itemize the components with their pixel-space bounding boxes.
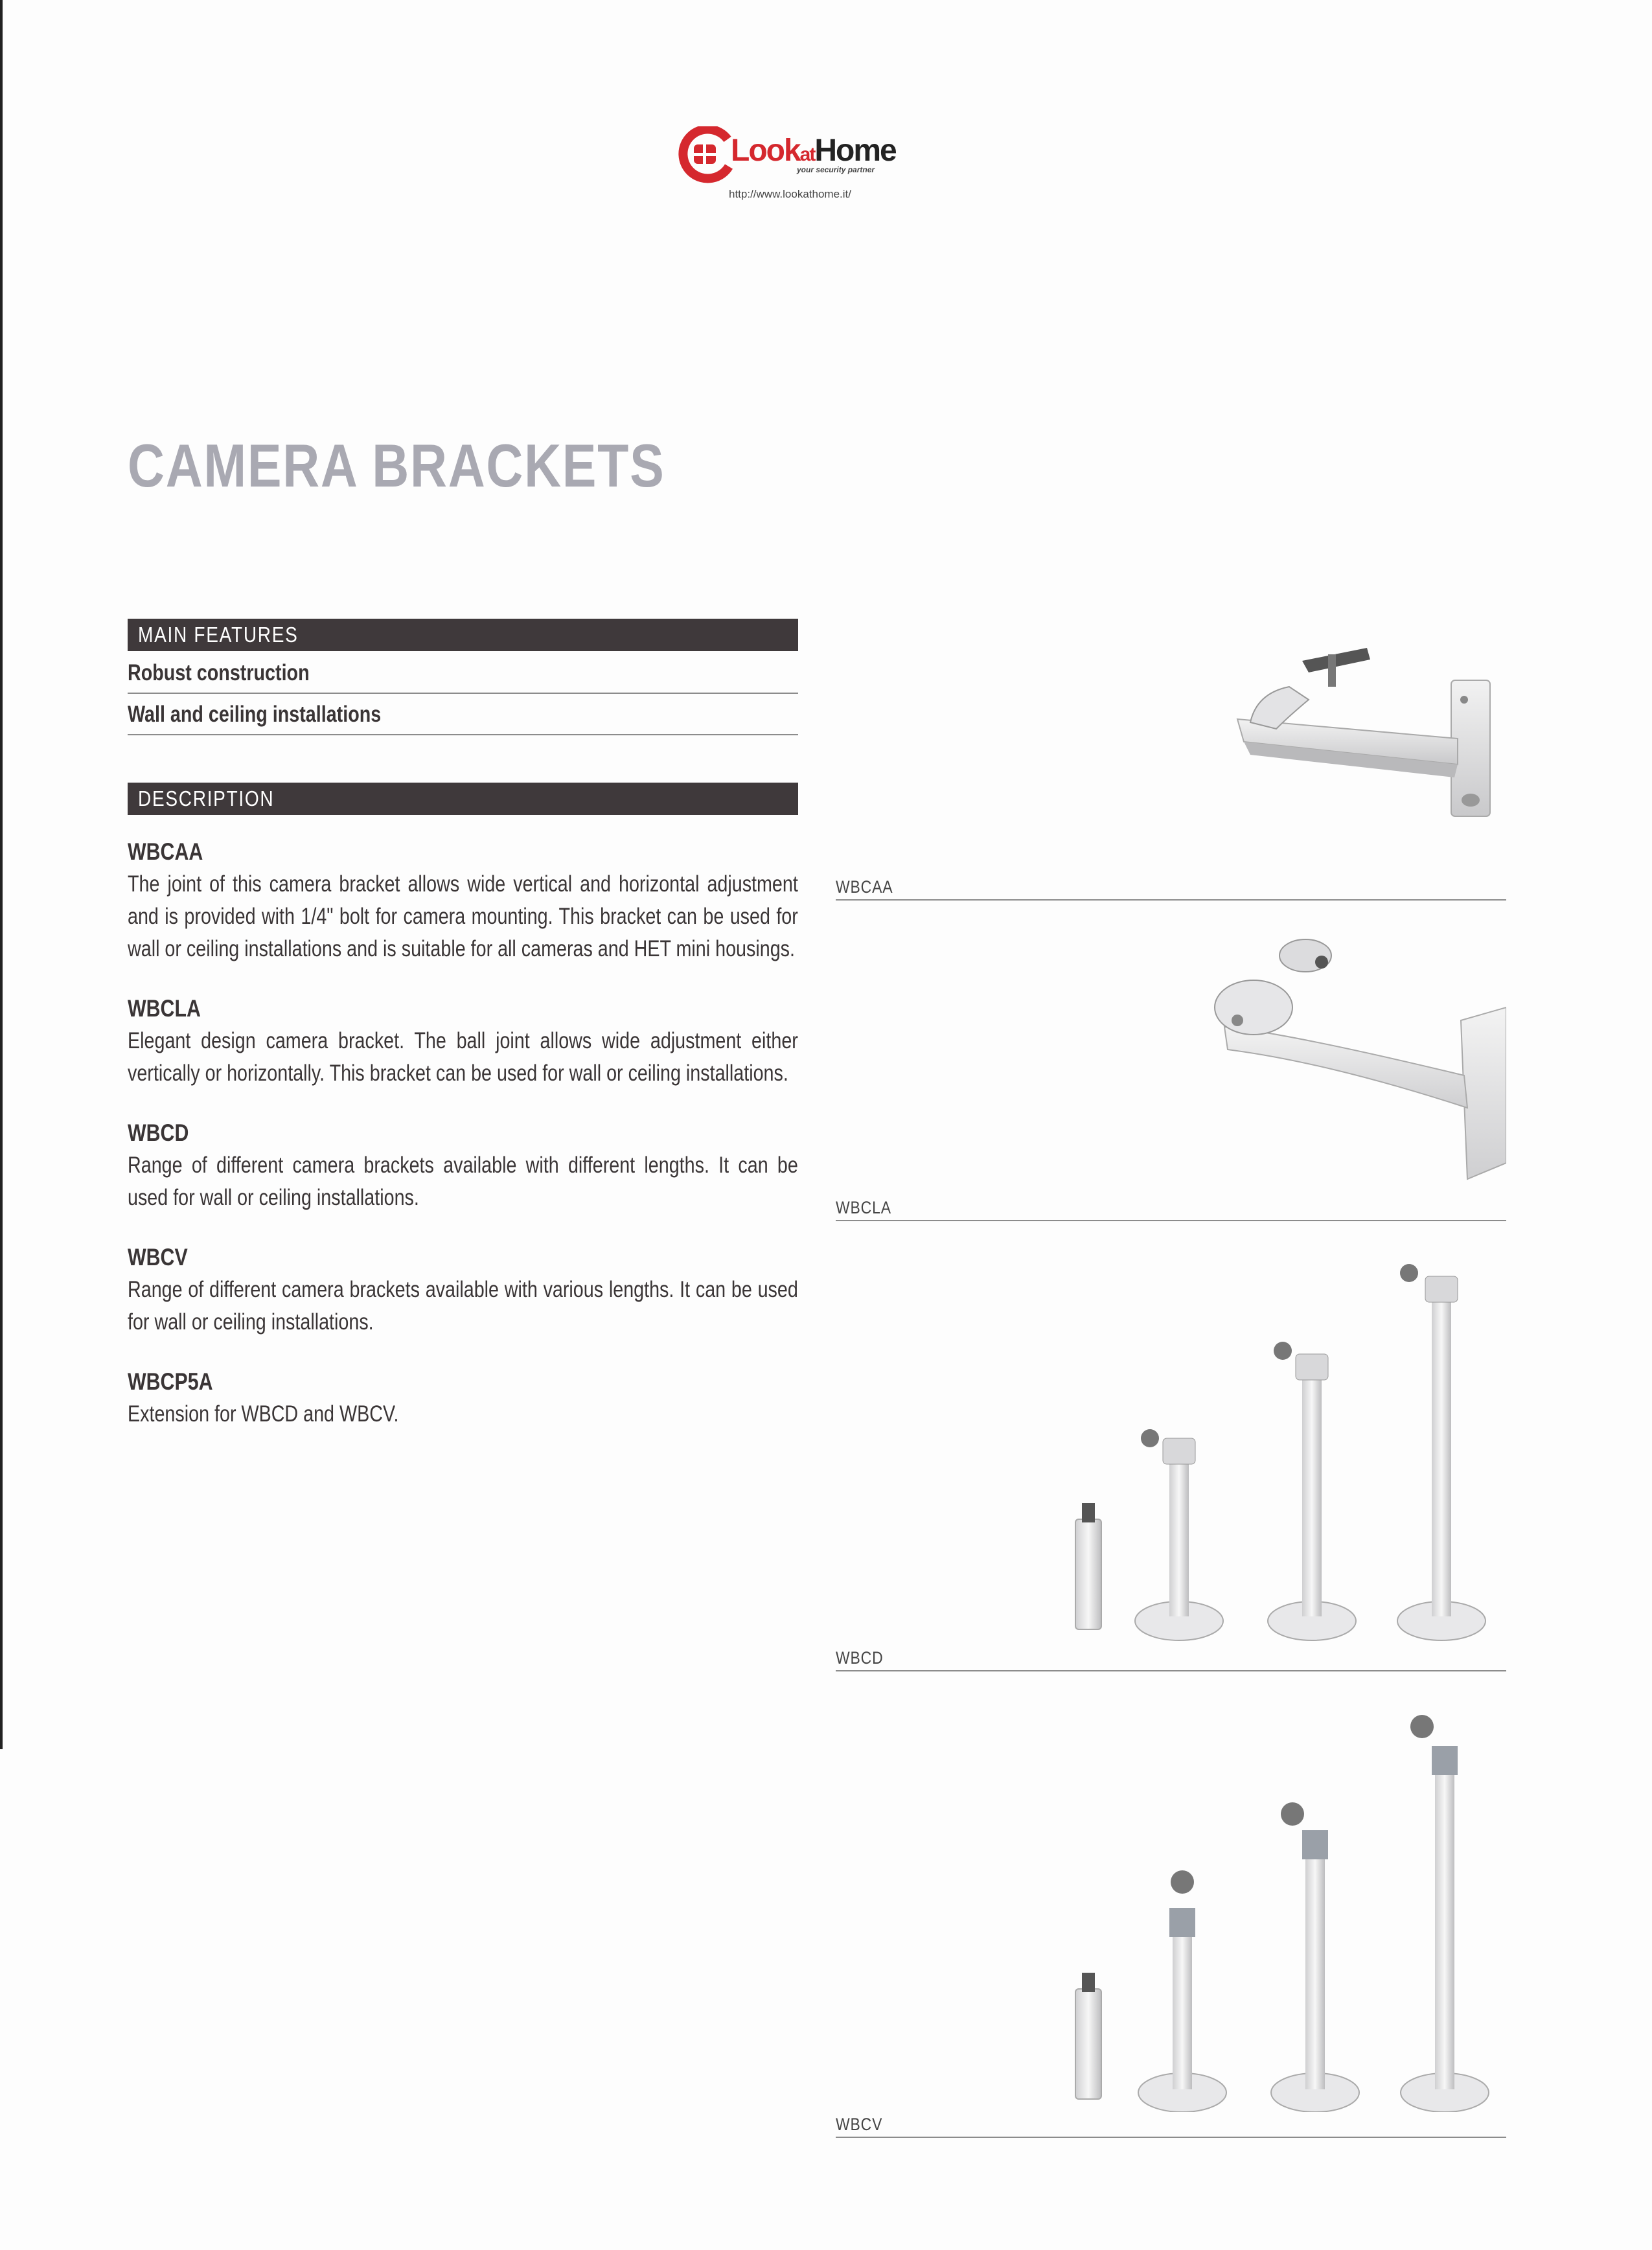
product-code: WBCAA (128, 838, 203, 865)
description-item-wbcp5a (128, 1366, 798, 1430)
product-caption: WBCD (836, 1646, 1506, 1671)
product-code: WBCD (128, 1119, 189, 1146)
product-description: Range of different camera brackets available with different lengths. It can be used for wall or ceiling installations. (128, 1153, 798, 1210)
description-item-wbcv (128, 1241, 798, 1338)
logo-tagline: your security partner (797, 165, 875, 174)
product-code: WBCP5A (128, 1368, 213, 1395)
product-caption: WBCLA (836, 1195, 1506, 1221)
logo-mark-icon (677, 126, 734, 183)
product-caption: WBCV (836, 2112, 1506, 2138)
feature-item: Robust construction (128, 652, 798, 694)
wall-arm-bracket-image (836, 603, 1506, 875)
product-wbcd (836, 1244, 1506, 1671)
description-heading: DESCRIPTION (128, 783, 798, 815)
description-item-wbcaa (128, 836, 798, 965)
product-code: WBCV (128, 1244, 188, 1270)
product-caption: WBCAA (836, 875, 1506, 901)
description-item-wbcla (128, 993, 798, 1090)
pole-brackets-image (836, 1244, 1506, 1646)
pole-brackets-swivel-image (836, 1697, 1506, 2112)
product-code: WBCLA (128, 995, 201, 1022)
product-description: Elegant design camera bracket. The ball joint allows wide adjustment either vertically or horizontally. This bracket can be used for wall or ceiling installations. (128, 1028, 798, 1086)
logo-url: http://www.lookathome.it/ (729, 188, 851, 200)
ball-joint-bracket-image (836, 923, 1506, 1195)
product-wbcaa (836, 603, 1506, 901)
product-description: The joint of this camera bracket allows wide vertical and horizontal adjustment and is provided with 1/4" bolt for camera mounting. This bracket can be used for wall or ceiling installations and is suitable for all cameras and HET mini housings. (128, 871, 798, 961)
description-list (128, 836, 798, 1458)
scan-edge (0, 0, 3, 1749)
feature-item: Wall and ceiling installations (128, 694, 798, 735)
logo-wordmark: LookatHome (731, 133, 896, 168)
description-item-wbcd (128, 1117, 798, 1214)
page-title: CAMERA BRACKETS (128, 431, 665, 499)
product-description: Range of different camera brackets available with various lengths. It can be used for wall or ceiling installations. (128, 1277, 798, 1335)
main-features-list (128, 652, 798, 735)
product-description: Extension for WBCD and WBCV. (128, 1401, 399, 1427)
main-features-heading: MAIN FEATURES (128, 619, 798, 651)
product-wbcla (836, 923, 1506, 1221)
product-wbcv (836, 1697, 1506, 2138)
brand-logo[interactable] (667, 120, 901, 211)
